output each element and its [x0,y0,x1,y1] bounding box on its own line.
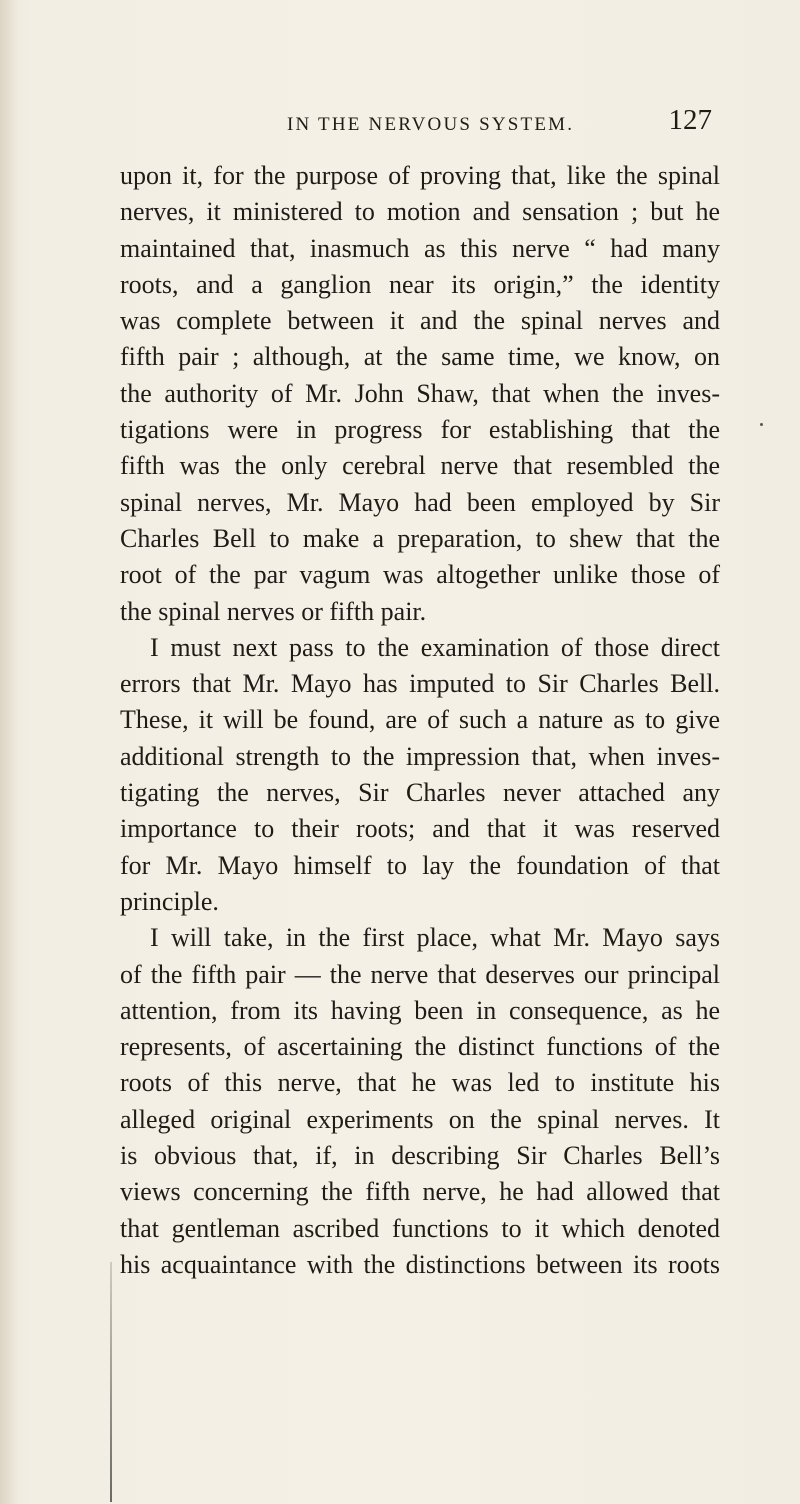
text-line: principle. [120,886,219,916]
text-line: fifth was the only cerebral nerve that resembled the [120,451,720,481]
text-line: tigating the nerves, Sir Charles never attached any [120,778,720,808]
text-line: of the fifth pair — the nerve that deserves our principal [120,959,720,989]
text-line: that gentleman ascribed functions to it which denoted [120,1213,720,1243]
text-line: These, it will be found, are of such a nature as to give [120,705,720,735]
text-line: is obvious that, if, in describing Sir Charles Bell’s [120,1141,720,1171]
text-line: his acquaintance with the distinctions between its roots [120,1249,720,1279]
running-head: IN THE NERVOUS SYSTEM. [287,114,575,135]
text-line: additional strength to the impression that, when inves- [120,741,720,771]
text-line: attention, from its having been in consequence, as he [120,995,720,1025]
text-line: was complete between it and the spinal nerves and [120,306,720,336]
text-line: maintained that, inasmuch as this nerve “ had many [120,233,720,263]
text-line: nerves, it ministered to motion and sensation ; but he [120,197,720,227]
page-edge-line [110,1262,112,1502]
text-line: upon it, for the purpose of proving that, like the spinal [120,161,720,190]
text-line: the authority of Mr. John Shaw, that when the inves- [120,378,720,408]
text-line: represents, of ascertaining the distinct functions of the [120,1032,720,1062]
page-gutter-shadow [0,0,18,1504]
text-line: fifth pair ; although, at the same time, we know, on [120,342,720,372]
text-line: I must next pass to the examination of those direct [150,632,720,662]
text-line: views concerning the fifth nerve, he had allowed that [120,1177,720,1207]
text-line: Charles Bell to make a preparation, to shew that the [120,523,720,553]
text-line: root of the par vagum was altogether unlike those of [120,560,720,590]
text-line: errors that Mr. Mayo has imputed to Sir Charles Bell. [120,669,720,699]
text-line: I will take, in the first place, what Mr. Mayo says [150,923,720,953]
text-line: spinal nerves, Mr. Mayo had been employed by Sir [120,487,720,517]
text-line: for Mr. Mayo himself to lay the foundation of that [120,850,720,880]
body-text [120,158,720,1283]
page-header [120,104,712,144]
text-line: tigations were in progress for establishing that the [120,415,720,445]
text-line: the spinal nerves or fifth pair. [120,596,427,626]
text-line: roots, and a ganglion near its origin,” the identity [120,269,720,299]
text-line: roots of this nerve, that he was led to institute his [120,1068,720,1098]
text-line: alleged original experiments on the spinal nerves. It [120,1104,720,1134]
margin-speck [760,423,763,426]
page-number: 127 [668,104,712,136]
text-line: importance to their roots; and that it was reserved [120,814,720,844]
